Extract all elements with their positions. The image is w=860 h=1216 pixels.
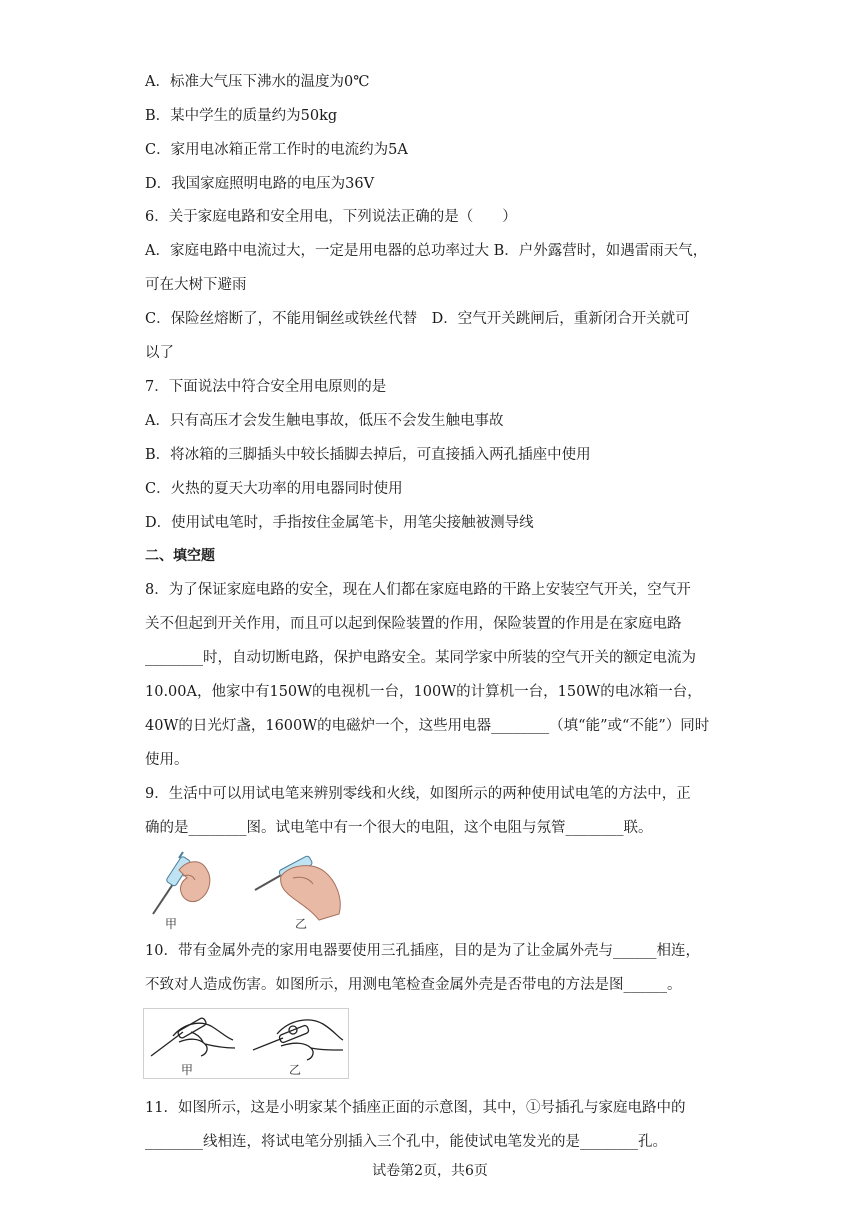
q5-option-b: B．某中学生的质量约为50kg [145, 108, 338, 124]
q11-line-1: 11．如图所示，这是小明家某个插座正面的示意图，其中，①号插孔与家庭电路中的 [145, 1100, 686, 1116]
q11-line-2: ________线相连，将试电笔分别插入三个孔中，能使试电笔发光的是________孔。 [145, 1134, 667, 1150]
q6-line-1: A．家庭电路中电流过大，一定是用电器的总功率过大 B．户外露营时，如遇雷雨天气， [145, 243, 708, 259]
figure10-left-label: 甲 [181, 1063, 194, 1077]
q7-option-c: C．火热的夏天大功率的用电器同时使用 [145, 481, 403, 497]
figure-test-pen-q9 [143, 850, 353, 932]
hand-outline-left [151, 1017, 235, 1056]
q7-stem: 7．下面说法中符合安全用电原则的是 [145, 379, 387, 395]
page-footer: 试卷第2页，共6页 [372, 1163, 488, 1179]
q6-stem: 6．关于家庭电路和安全用电，下列说法正确的是（ ） [145, 209, 517, 225]
figure-test-pen-q10 [143, 1008, 351, 1080]
q7-option-b: B．将冰箱的三脚插头中较长插脚去掉后，可直接插入两孔插座中使用 [145, 447, 591, 463]
q6-line-4: 以了 [145, 345, 174, 361]
q5-option-a: A．标准大气压下沸水的温度为0℃ [145, 74, 370, 90]
q6-line-2: 可在大树下避雨 [145, 277, 247, 293]
hand-with-pen-right [255, 855, 340, 920]
q8-line-5: 40W的日光灯盏，1600W的电磁炉一个，这些用电器________（填“能”或“不能”）同时 [145, 718, 710, 734]
figure10-right-label: 乙 [289, 1063, 302, 1077]
test-pen-illustration [143, 850, 353, 932]
q8-line-4: 10.00A，他家中有150W的电视机一台，100W的计算机一台，150W的电冰箱一台， [145, 684, 702, 700]
figure9-right-label: 乙 [295, 917, 308, 931]
q9-line-1: 9．生活中可以用试电笔来辨别零线和火线，如图所示的两种使用试电笔的方法中，正 [145, 786, 691, 802]
test-pen-line-drawing [143, 1008, 351, 1080]
q8-line-3: ________时，自动切断电路，保护电路安全。某同学家中所装的空气开关的额定电流为 [145, 650, 696, 666]
q10-line-2: 不致对人造成伤害。如图所示，用测电笔检查金属外壳是否带电的方法是图______。 [145, 977, 682, 993]
q7-option-a: A．只有高压才会发生触电事故，低压不会发生触电事故 [145, 413, 504, 429]
section-heading: 二、填空题 [145, 548, 215, 564]
q8-line-6: 使用。 [145, 752, 189, 768]
q10-line-1: 10．带有金属外壳的家用电器要使用三孔插座，目的是为了让金属外壳与______相连， [145, 943, 700, 959]
q8-line-1: 8．为了保证家庭电路的安全，现在人们都在家庭电路的干路上安装空气开关，空气开 [145, 582, 691, 598]
q7-option-d: D．使用试电笔时，手指按住金属笔卡，用笔尖接触被测导线 [145, 515, 534, 531]
figure9-left-label: 甲 [165, 917, 178, 931]
hand-outline-right [253, 1020, 343, 1060]
hand-with-pen-left [153, 852, 210, 914]
q9-line-2: 确的是________图。试电笔中有一个很大的电阻，这个电阻与氖管________联。 [145, 820, 653, 836]
q5-option-d: D．我国家庭照明电路的电压为36V [145, 176, 375, 192]
q5-option-c: C．家用电冰箱正常工作时的电流约为5A [145, 142, 408, 158]
q6-line-3: C．保险丝熔断了，不能用铜丝或铁丝代替 D．空气开关跳闸后，重新闭合开关就可 [145, 311, 690, 327]
q8-line-2: 关不但起到开关作用，而且可以起到保险装置的作用，保险装置的作用是在家庭电路 [145, 616, 682, 632]
